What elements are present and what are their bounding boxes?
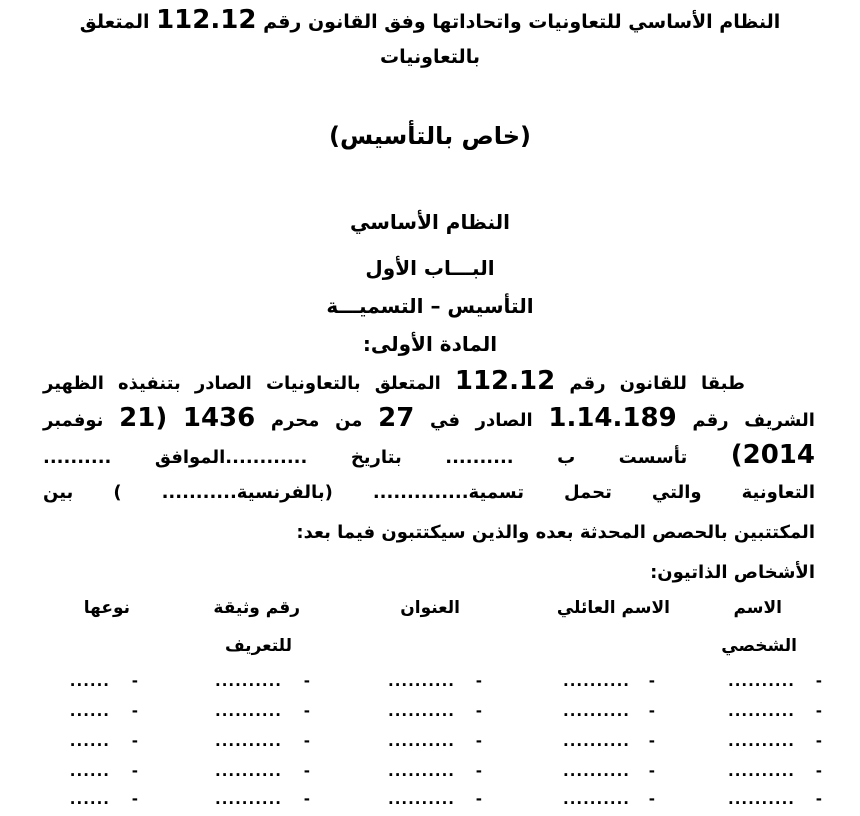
body-line-1: طبقا للقانون رقم 112.12 المتعلق بالتعاونيات الصادر بتنفيذه الظهير	[43, 366, 745, 396]
cell-id-type: ......	[69, 732, 110, 750]
header-id-number-2: للتعريف	[224, 636, 292, 656]
cell-id-number: ..........	[215, 672, 282, 690]
body-line-3: 2014) تأسست ب .......... بتاريخ ............الموافق ..........	[43, 440, 815, 470]
cell-first-name: ..........	[728, 790, 795, 808]
body-line-5: المكتتبين بالحصص المحدثة بعده والذين سيكتتبون فيما بعد:	[296, 522, 815, 543]
cell-address: ..........	[388, 672, 455, 690]
header-address: العنوان	[400, 598, 460, 618]
cell-id-type: ......	[69, 702, 110, 720]
title-text-after: المتعلق	[79, 11, 150, 33]
cell-family-name: ..........	[563, 790, 630, 808]
row-dash: -	[815, 790, 822, 808]
law-number: 112.12	[156, 5, 257, 35]
statute-heading: النظام الأساسي	[350, 210, 510, 234]
row-dash: -	[815, 762, 822, 780]
cell-id-number: ..........	[215, 790, 282, 808]
cell-first-name: ..........	[728, 762, 795, 780]
row-dash: -	[815, 672, 822, 690]
header-first-name-2: الشخصي	[721, 636, 797, 656]
body-line-4: التعاونية والتي تحمل تسمية.............. (بالفرنسية........... ) بين	[43, 482, 815, 503]
cell-id-type: ......	[69, 672, 110, 690]
cell-address: ..........	[388, 702, 455, 720]
cell-address: ..........	[388, 762, 455, 780]
cell-id-type: ......	[69, 762, 110, 780]
article-heading: المادة الأولى:	[362, 332, 498, 356]
section-heading: التأسيس – التسميـــة	[326, 294, 534, 318]
document-title-line-1	[0, 5, 860, 35]
title-text-before: النظام الأساسي للتعاونيات واتحاداتها وفق القانون رقم	[263, 11, 781, 33]
document-subtitle: (خاص بالتأسيس)	[328, 122, 532, 150]
dahir-number: 1.14.189	[548, 403, 677, 433]
header-first-name: الاسم	[733, 598, 782, 618]
cell-id-number: ..........	[215, 702, 282, 720]
cell-address: ..........	[388, 790, 455, 808]
header-id-number: رقم وثيقة	[213, 598, 300, 618]
cell-family-name: ..........	[563, 702, 630, 720]
header-family-name: الاسم العائلي	[556, 598, 670, 618]
law-number-inline: 112.12	[454, 366, 556, 396]
header-id-type: نوعها	[83, 598, 130, 618]
row-dash: -	[815, 702, 822, 720]
cell-address: ..........	[388, 732, 455, 750]
cell-first-name: ..........	[728, 702, 795, 720]
cell-id-type: ......	[69, 790, 110, 808]
cell-first-name: ..........	[728, 672, 795, 690]
body-line-2: الشريف رقم 1.14.189 الصادر في 27 من محرم 1436 (21 نوفمبر	[43, 403, 815, 433]
cell-first-name: ..........	[728, 732, 795, 750]
document-title-line-2: بالتعاونيات	[380, 46, 480, 68]
cell-family-name: ..........	[563, 732, 630, 750]
cell-id-number: ..........	[215, 762, 282, 780]
cell-family-name: ..........	[563, 672, 630, 690]
cell-family-name: ..........	[563, 762, 630, 780]
document-page: النظام الأساسي للتعاونيات واتحاداتها وفق القانون رقم 112.12 المتعلق بالتعاونيات (خاص بالتأسيس) النظام الأساسي البـــاب الأول التأسيس – التسميـــة المادة الأولى: طبقا للقانون رقم 112.12 المتعلق بالتعاونيات الصادر بتنفيذه الظهير الشريف رقم 1.14.189 الصادر في 27 من محرم 1436 (21 نوفمبر 2014) تأسست ب .......... بتاريخ ............الموافق .......... التعاونية والتي تحمل تسمية.............. (بالفرنسية........... ) بين المكتتبين بالحصص المحدثة بعده والذين سيكتتبون فيما بعد: الأشخاص الذاتيون: الاسم الشخصي الاسم العائلي العنوان رقم وثيقة للتعريف نوعها - .......... - .......... - .......... - .......... - ...... - .......... - .......... - .......... - .......... - ...... - .......... - .......... - .......... - .......... - ...... - .......... - .......... - .......... - .......... - ...... - .......... - .......... - .......... - .......... - ......	[0, 0, 860, 816]
chapter-heading: البـــاب الأول	[365, 256, 495, 280]
cell-id-number: ..........	[215, 732, 282, 750]
row-dash: -	[815, 732, 822, 750]
body-line-6: الأشخاص الذاتيون:	[650, 562, 815, 583]
